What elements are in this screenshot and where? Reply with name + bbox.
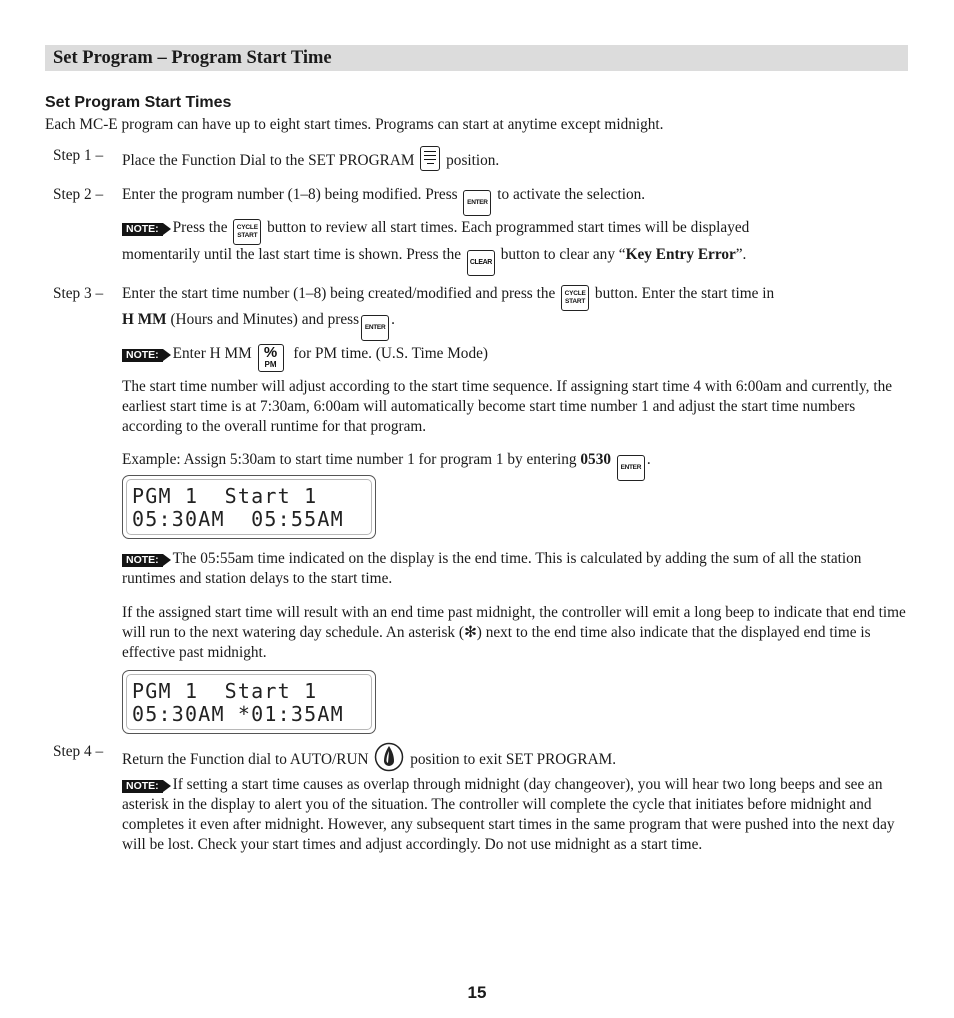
- step1-text-after: position.: [446, 152, 500, 169]
- step2-note-line2-before: momentarily until the last start time is shown. Press the: [122, 246, 462, 263]
- step3-example-end: .: [646, 451, 651, 468]
- cycle-start-key-icon: [233, 219, 261, 245]
- step2-note-line2: [122, 245, 746, 276]
- step3-para2: If the assigned start time will result with an end time past midnight, the controller will emit a long beep to indicate that end time will run to the next watering day schedule. An asterisk (✻) next to the end time also indicate that the displayed end time is effective past midnight.: [122, 604, 906, 661]
- example-code: 0530: [580, 451, 611, 468]
- step2-text-after: to activate the selection.: [497, 186, 646, 203]
- lcd-display-1-line2: 05:30AM 05:55AM: [132, 507, 344, 531]
- step3-label: Step 3 –: [53, 285, 104, 302]
- step2-note-line1-after: button to review all start times. Each programmed start times will be displayed: [267, 219, 750, 236]
- step4-text-after: position to exit SET PROGRAM.: [410, 751, 617, 768]
- step3-example-before: Example: Assign 5:30am to start time number 1 for program 1 by entering: [122, 451, 577, 468]
- step2-label: Step 2 –: [53, 186, 104, 203]
- step3-line1: [122, 284, 774, 311]
- step3-note-after: for PM time. (U.S. Time Mode): [293, 345, 488, 362]
- subheading: Set Program Start Times: [45, 94, 232, 111]
- note-badge: NOTE:: [122, 780, 163, 793]
- step3-line2: [122, 310, 395, 341]
- step2-note-line2-after: ”.: [735, 246, 747, 263]
- step3-note2-text: The 05:55am time indicated on the display is the end time. This is calculated by adding the sum of all the station runtimes and station delays to the start time.: [122, 550, 862, 587]
- step1-text: [122, 146, 499, 171]
- step3-para1: The start time number will adjust according to the start time sequence. If assigning start time 4 with 6:00am and currently, the earliest start time is at 7:30am, 6:00am will automatically become start time number 1 and adjust the start time numbers according to the overall runtime for that program.: [122, 378, 893, 435]
- lcd-display-2-line2: 05:30AM *01:35AM: [132, 702, 344, 726]
- step4-text-before: Return the Function dial to AUTO/RUN: [122, 751, 369, 768]
- step2-text: [122, 185, 645, 216]
- clear-key-icon: CLEAR: [467, 250, 495, 276]
- step3-note1: [122, 344, 488, 372]
- step1-text-before: Place the Function Dial to the SET PROGRAM: [122, 152, 415, 169]
- lcd-display-2-line1: PGM 1 Start 1: [132, 679, 318, 703]
- lcd-display-1: [122, 475, 376, 539]
- step2-text-before: Enter the program number (1–8) being modified. Press: [122, 186, 458, 203]
- step4-note: [122, 775, 906, 855]
- step3-note2: [122, 549, 906, 589]
- cycle-start-key-line1: CYCLE: [564, 290, 586, 297]
- step3-line2-after: (Hours and Minutes) and press: [170, 311, 360, 328]
- key-entry-error-text: Key Entry Error: [625, 246, 736, 263]
- lcd-display-1-line1: PGM 1 Start 1: [132, 484, 318, 508]
- step1-label: Step 1 –: [53, 147, 104, 164]
- cycle-start-key-icon: [561, 285, 589, 311]
- note-badge: NOTE:: [122, 223, 163, 236]
- step2-note-line2-mid: button to clear any “: [500, 246, 626, 263]
- cycle-start-key-line2: START: [237, 232, 258, 239]
- note-badge: NOTE:: [122, 554, 163, 567]
- step3-line2-end: .: [391, 311, 395, 328]
- percent-key-glyph: %: [263, 344, 278, 361]
- step4-note-text: If setting a start time causes as overlap through midnight (day changeover), you will hear two long beeps and see an asterisk in the display to alert you of the situation. The controller will complete the cycle that initiates before midnight and completes it even after midnight. However, any subsequent start times in the same program that were pushed into the next day will be lost. Check your start times and adjust accordingly. Do not use midnight as a start time.: [122, 776, 895, 853]
- step3-line1-after: button. Enter the start time in: [594, 285, 775, 302]
- auto-run-dial-icon: [374, 742, 404, 772]
- intro-text: Each MC-E program can have up to eight start times. Programs can start at anytime except midnight.: [45, 116, 664, 133]
- pm-key-label: PM: [264, 360, 277, 369]
- cycle-start-key-line1: CYCLE: [236, 224, 258, 231]
- step2-note-line1: [122, 218, 749, 245]
- page-number: 15: [467, 983, 487, 1002]
- lcd-display-2: [122, 670, 376, 734]
- section-header: [45, 45, 908, 71]
- section-title: Set Program – Program Start Time: [53, 48, 332, 68]
- step3-line1-before: Enter the start time number (1–8) being created/modified and press the: [122, 285, 556, 302]
- enter-key-icon: ENTER: [361, 315, 389, 341]
- hmm-bold: H MM: [122, 311, 167, 328]
- step4-label: Step 4 –: [53, 743, 104, 760]
- step4-text: [122, 742, 616, 772]
- enter-key-icon: ENTER: [617, 455, 645, 481]
- note-badge: NOTE:: [122, 349, 163, 362]
- percent-pm-key-icon: [258, 344, 284, 372]
- step2-note-line1-before: Press the: [172, 219, 228, 236]
- step3-note-before: Enter H MM: [172, 345, 252, 362]
- enter-key-icon: ENTER: [463, 190, 491, 216]
- set-program-dial-icon: [420, 146, 440, 171]
- cycle-start-key-line2: START: [565, 298, 586, 305]
